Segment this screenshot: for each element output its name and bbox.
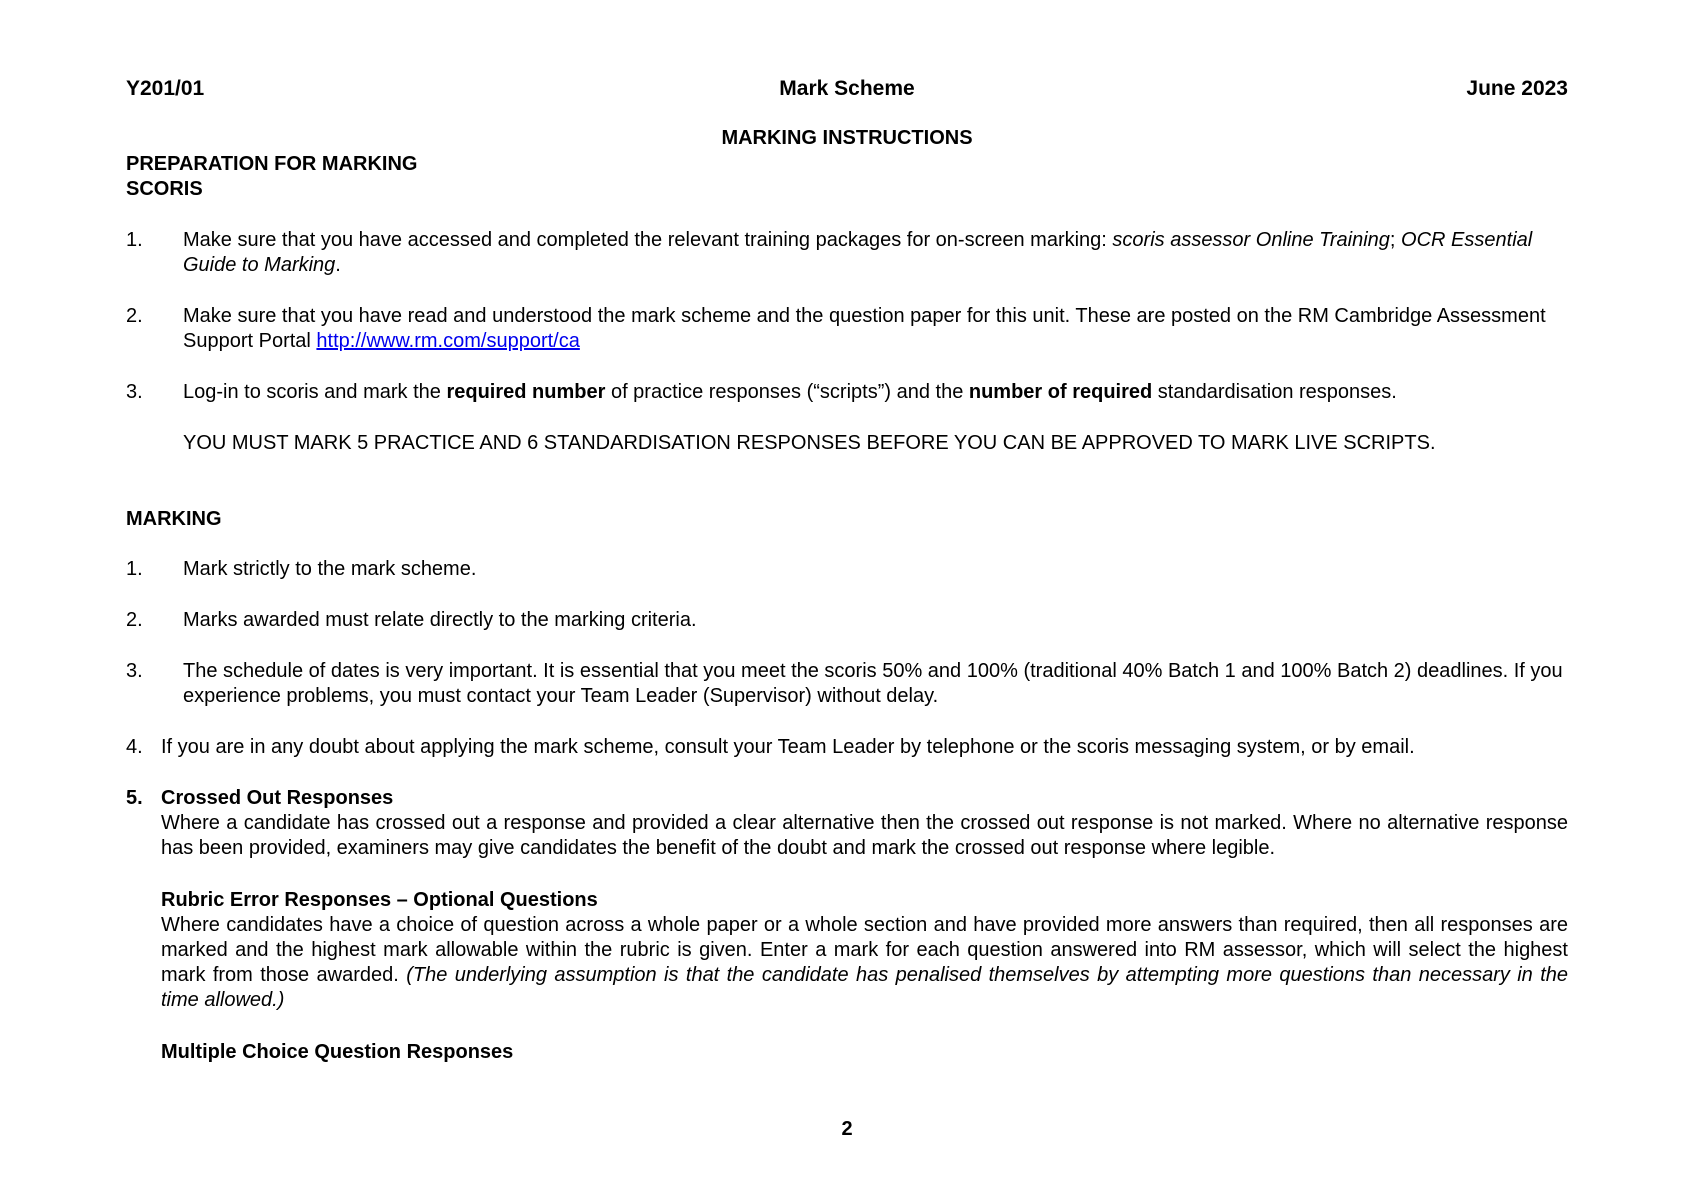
list-number: 5. [126,787,143,809]
marking-heading: MARKING [126,508,222,530]
document-title: Mark Scheme [779,77,915,100]
rubric-section [161,888,1568,1013]
guide-name: OCR Essential Guide to Marking [183,229,1533,276]
section-title: MARKING INSTRUCTIONS [721,127,973,149]
document-page [126,0,1568,1191]
training-name: scoris assessor Online Training [1112,229,1390,251]
prep-heading: PREPARATION FOR MARKING [126,153,418,175]
list-number: 3. [126,381,143,403]
list-text: Marks awarded must relate directly to the marking criteria. [183,609,697,631]
list-text: The schedule of dates is very important. It is essential that you meet the scoris 50% and 100% (traditional 40% Batch 1 and 100% Batch 2) deadlines. If you experience problems, you must contact your Team Leader (Supervisor) without delay. [183,660,1563,707]
rubric-heading: Rubric Error Responses – Optional Questions [161,889,598,911]
list-text: Log-in to scoris and mark the required number of practice responses (“scripts”) and the number of required standardisation responses. [183,381,1397,403]
list-number: 1. [126,558,143,580]
crossed-out-text: Where a candidate has crossed out a response and provided a clear alternative then the crossed out response is not marked. Where no alternative response has been provided, examiners may give candidates the benefit of the doubt and mark the crossed out response where legible. [161,812,1568,859]
list-text: Mark strictly to the mark scheme. [183,558,477,580]
page-number: 2 [841,1118,853,1140]
list-text: Make sure that you have accessed and completed the relevant training packages for on-screen marking: scoris assessor Online Training; OCR Essential Guide to Marking. [183,229,1533,276]
mcq-heading: Multiple Choice Question Responses [161,1041,514,1063]
list-number: 1. [126,229,143,251]
list-number: 3. [126,660,143,682]
approval-notice: YOU MUST MARK 5 PRACTICE AND 6 STANDARDISATION RESPONSES BEFORE YOU CAN BE APPROVED TO MARK LIVE SCRIPTS. [183,432,1436,454]
list-number: 2. [126,305,143,327]
paper-code: Y201/01 [126,77,205,100]
prep-subheading: SCORIS [126,178,203,200]
crossed-out-heading: Crossed Out Responses [161,787,394,809]
list-body [161,786,1568,861]
list-text: If you are in any doubt about applying the mark scheme, consult your Team Leader by telephone or the scoris messaging system, or by email. [161,736,1415,758]
list-text: Make sure that you have read and understood the mark scheme and the question paper for this unit. These are posted on the RM Cambridge Assessment Support Portal http://www.rm.com/support/ca [183,305,1546,352]
rubric-text: Where candidates have a choice of question across a whole paper or a whole section and have provided more answers than required, then all responses are marked and the highest mark allowable within the rubric is given. Enter a mark for each question answered into RM assessor, which will select the highest mark from those awarded. (The underlying assumption is that the candidate has penalised themselves by attempting more questions than necessary in the time allowed.) [161,914,1568,1011]
list-number: 4. [126,736,143,758]
support-portal-link[interactable]: http://www.rm.com/support/ca [316,330,580,352]
list-number: 2. [126,609,143,631]
exam-date: June 2023 [1466,77,1568,100]
rubric-assumption: (The underlying assumption is that the candidate has penalised themselves by attempting more questions than necessary in the time allowed.) [161,964,1568,1011]
